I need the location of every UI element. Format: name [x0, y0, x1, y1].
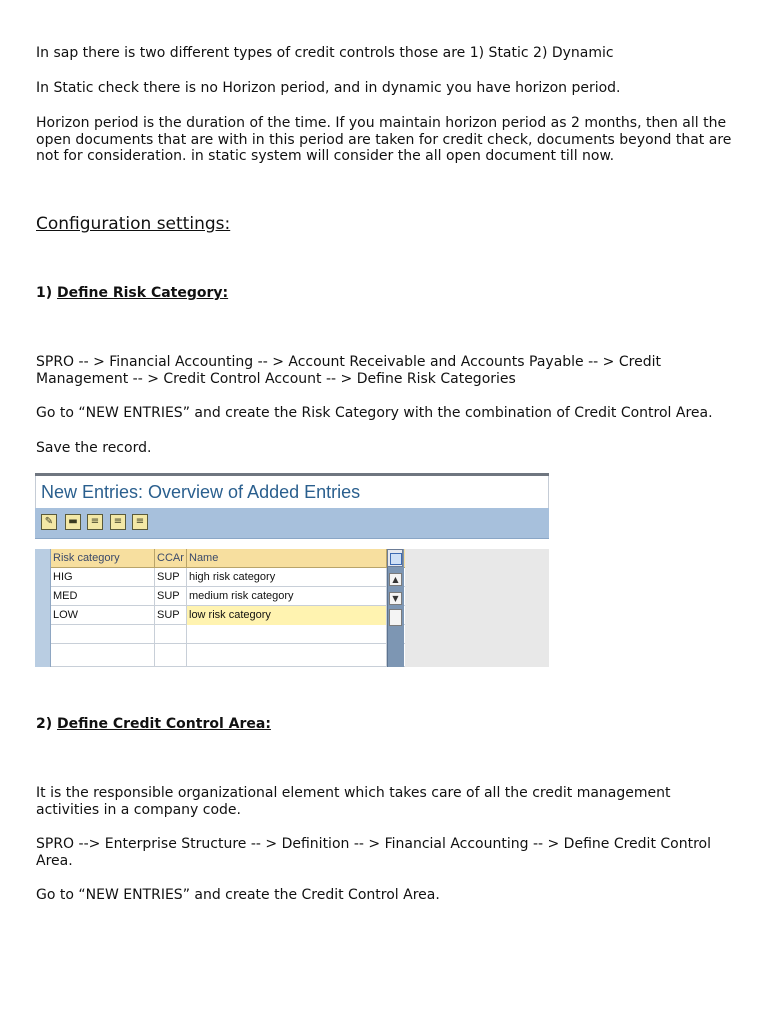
column-header-risk-category[interactable]: Risk category	[51, 549, 155, 568]
select-all-cell[interactable]	[35, 549, 51, 568]
edit-glasses-icon[interactable]: ✎	[41, 514, 57, 530]
ccar-cell[interactable]: SUP	[155, 568, 187, 587]
step2-heading	[36, 716, 271, 732]
risk-category-cell[interactable]: LOW	[51, 606, 155, 625]
risk-category-cell[interactable]	[51, 625, 155, 644]
row-selector[interactable]	[35, 568, 51, 587]
risk-category-cell[interactable]	[51, 644, 155, 667]
name-cell[interactable]: medium risk category	[187, 587, 387, 606]
ccar-cell[interactable]: SUP	[155, 587, 187, 606]
scroll-down-icon[interactable]: ▼	[389, 592, 402, 605]
sap-table-area	[35, 539, 549, 667]
step2-description: It is the responsible organizational element which takes care of all the credit management activities in a company code.	[36, 785, 671, 818]
step2-instruction: Go to “NEW ENTRIES” and create the Credit Control Area.	[36, 887, 440, 903]
scroll-thumb[interactable]	[389, 609, 402, 626]
step1-number: 1)	[36, 285, 53, 301]
table-row	[35, 625, 405, 644]
sap-screen-title: New Entries: Overview of Added Entries	[41, 482, 361, 502]
column-header-ccar[interactable]: CCAr	[155, 549, 187, 568]
sap-screenshot	[35, 473, 549, 667]
row-selector[interactable]	[35, 625, 51, 644]
step2-number: 2)	[36, 716, 53, 732]
document-list-icon[interactable]: ≡	[132, 514, 148, 530]
table-row	[35, 606, 405, 625]
document-next-icon[interactable]: ≡	[110, 514, 126, 530]
name-cell[interactable]	[187, 644, 387, 667]
row-selector[interactable]	[35, 587, 51, 606]
row-selector[interactable]	[35, 606, 51, 625]
ccar-cell[interactable]	[155, 625, 187, 644]
step1-save-note: Save the record.	[36, 440, 152, 456]
name-cell-editing[interactable]: low risk category	[187, 606, 387, 625]
save-entry-icon[interactable]: ▬	[65, 514, 81, 530]
intro-paragraph-3: Horizon period is the duration of the time. If you maintain horizon period as 2 months, then all the open documents that are with in this period are taken for credit check, documents beyond that are not for consideration. in static system will consider the all open document till now.	[36, 115, 732, 164]
table-row	[35, 568, 405, 587]
step1-title: Define Risk Category:	[57, 285, 229, 301]
step1-heading	[36, 285, 228, 301]
intro-paragraph-1: In sap there is two different types of credit controls those are 1) Static 2) Dynamic	[36, 45, 614, 61]
intro-paragraph-2: In Static check there is no Horizon period, and in dynamic you have horizon period.	[36, 80, 621, 96]
ccar-cell[interactable]: SUP	[155, 606, 187, 625]
column-settings-icon[interactable]	[387, 549, 403, 567]
sap-toolbar	[35, 508, 549, 539]
configuration-heading: Configuration settings:	[36, 214, 231, 234]
table-header-row	[35, 549, 405, 568]
document-icon[interactable]: ≡	[87, 514, 103, 530]
step1-instruction: Go to “NEW ENTRIES” and create the Risk Category with the combination of Credit Control Area.	[36, 405, 713, 421]
risk-category-cell[interactable]: HIG	[51, 568, 155, 587]
table-row	[35, 587, 405, 606]
risk-category-cell[interactable]: MED	[51, 587, 155, 606]
sap-title-bar	[35, 476, 549, 508]
scroll-up-icon[interactable]: ▲	[389, 573, 402, 586]
step2-title: Define Credit Control Area:	[57, 716, 271, 732]
name-cell[interactable]: high risk category	[187, 568, 387, 587]
row-selector[interactable]	[35, 644, 51, 667]
step2-path: SPRO --> Enterprise Structure -- > Definition -- > Financial Accounting -- > Define Credit Control Area.	[36, 836, 711, 869]
name-cell[interactable]	[187, 625, 387, 644]
ccar-cell[interactable]	[155, 644, 187, 667]
step1-path: SPRO -- > Financial Accounting -- > Account Receivable and Accounts Payable -- > Credit Management -- > Credit Control Account -- > Define Risk Categories	[36, 354, 661, 387]
sap-empty-area	[405, 549, 549, 667]
column-header-name[interactable]: Name	[187, 549, 387, 568]
table-row	[35, 644, 405, 667]
